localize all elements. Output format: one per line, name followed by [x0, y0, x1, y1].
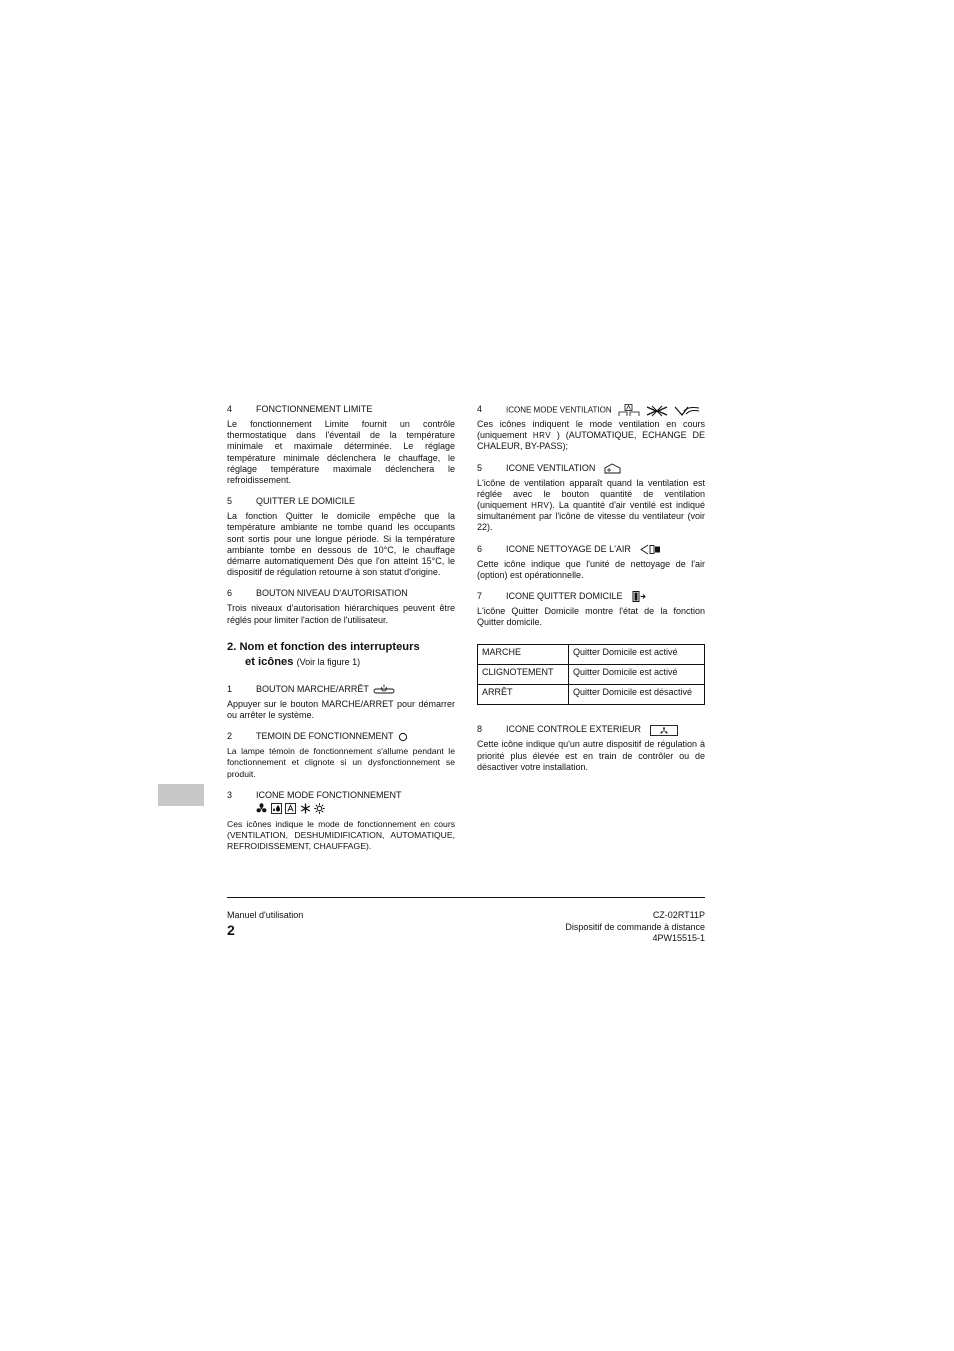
section-number: 2.	[227, 640, 237, 653]
leave-home-status-table	[477, 644, 705, 705]
heading-icone-nettoyage-air	[477, 544, 705, 556]
heading-bouton-marche-arret	[227, 684, 455, 696]
status-state-cell: ARRÊT	[478, 685, 569, 705]
operation-lamp-icon	[398, 732, 408, 742]
status-description-cell: Quitter Domicile est activé	[569, 665, 705, 685]
paragraph-icone-quitter-domicile: L'icône Quitter Domicile montre l'état de la fonction Quitter domicile.	[477, 606, 705, 628]
text-part: ) (AUTOMATIQUE, ECHANGE DE CHALEUR, BY-PASS);	[477, 430, 705, 452]
paragraph-icone-mode-fonctionnement: Ces icônes indique le mode de fonctionnement en cours (VENTILATION, DESHUMIDIFICATION, AUTOMATIQUE, REFROIDISSEMENT, CHAUFFAGE).	[227, 818, 455, 852]
page-number: 2	[227, 922, 235, 938]
table-row	[478, 665, 705, 685]
paragraph-icone-controle-exterieur: Cette icône indique qu'un autre dispositif de régulation à priorité plus élevée est en train de contrôler ou de désactiver votre installation.	[477, 739, 705, 772]
section-title-line2: et icônes	[245, 655, 294, 668]
cool-icon	[300, 803, 311, 814]
item-title-text: ICONE CONTROLE EXTERIEUR	[506, 724, 642, 735]
item-title	[256, 731, 408, 742]
leave-home-icon	[632, 591, 646, 602]
item-title-text: TEMOIN DE FONCTIONNEMENT	[256, 731, 394, 742]
footer-manual-label: Manuel d'utilisation	[227, 910, 304, 920]
dry-icon	[271, 803, 282, 814]
item-number: 5	[477, 462, 483, 473]
section-title	[227, 640, 455, 670]
item-title	[506, 724, 678, 735]
paragraph-niveau-autorisation: Trois niveaux d'autorisation hiérarchiques peuvent être réglés pour limiter l'action de l'utilisateur.	[227, 603, 455, 625]
item-title-text: ICONE MODE VENTILATION	[506, 405, 612, 415]
footer-left	[227, 910, 303, 938]
text-part: L'icône de ventilation apparaît quand la ventilation est réglée avec le bouton quantité de ventilation (uniquement	[477, 477, 705, 511]
item-title-text: ICONE QUITTER DOMICILE	[506, 591, 623, 602]
paragraph-icone-nettoyage-air: Cette icône indique que l'unité de nettoyage de l'air (option) est opérationnelle.	[477, 558, 705, 580]
heading-niveau-autorisation	[227, 588, 455, 600]
item-number: 1	[227, 683, 233, 694]
footer-rule	[227, 897, 705, 898]
footer-device: Dispositif de commande à distance	[565, 921, 705, 932]
status-description-cell: Quitter Domicile est activé	[569, 645, 705, 665]
paragraph-quitter-domicile: La fonction Quitter le domicile empêche que la température ambiante ne tombe quand les occupants sont sortis pour une longue période. Si la température ambiante tombe en dessous de 10°C, le chauffage démarre automatiquement Dès que l'on atteint 15°C, le dispositif de régulation retourne à son statut d'origine.	[227, 511, 455, 578]
ventilation-icon	[604, 463, 621, 474]
heading-icone-ventilation	[477, 463, 705, 475]
item-number: 8	[477, 724, 483, 735]
item-title	[506, 463, 621, 474]
power-button-icon	[373, 684, 395, 694]
status-state-cell: MARCHE	[478, 645, 569, 665]
item-title	[506, 544, 662, 555]
heading-icone-mode-ventilation	[477, 404, 705, 416]
item-title-text: BOUTON MARCHE/ARRÊT	[256, 683, 369, 694]
item-number: 7	[477, 591, 483, 602]
section-subtitle: (Voir la figure 1)	[296, 656, 361, 667]
status-state-cell: CLIGNOTEMENT	[478, 665, 569, 685]
item-title: FONCTIONNEMENT LIMITE	[256, 404, 373, 414]
heading-fonctionnement-limite	[227, 404, 455, 416]
status-description-cell: Quitter Domicile est désactivé	[569, 685, 705, 705]
section-title-line1: Nom et fonction des interrupteurs	[239, 640, 420, 653]
text-part: Ces icônes indiquent le mode ventilation en cours (uniquement	[477, 419, 705, 441]
heading-icone-controle-exterieur	[477, 724, 705, 736]
item-title: BOUTON NIVEAU D'AUTORISATION	[256, 588, 408, 599]
item-title-text: ICONE NETTOYAGE DE L'AIR	[506, 543, 631, 554]
footer-model: CZ-02RT11P	[652, 910, 705, 920]
heading-icone-mode-fonctionnement	[227, 790, 455, 802]
paragraph-icone-ventilation	[477, 478, 705, 534]
heading-quitter-domicile	[227, 496, 455, 508]
air-cleaning-icon	[640, 544, 662, 555]
auto-icon	[285, 803, 296, 814]
heading-icone-quitter-domicile	[477, 591, 705, 603]
item-number: 2	[227, 731, 233, 742]
item-title	[506, 591, 646, 602]
right-column	[477, 404, 705, 773]
paragraph-temoin-fonctionnement: La lampe témoin de fonctionnement s'allume pendant le fonctionnement et clignote si un dysfonctionnement se produit.	[227, 746, 455, 779]
footer-right	[565, 910, 705, 945]
item-title-text: ICONE VENTILATION	[506, 462, 596, 473]
hrv-label: HRV	[532, 431, 552, 441]
item-number: 4	[227, 404, 233, 414]
footer-code: 4PW15515-1	[652, 933, 705, 943]
paragraph-bouton-marche-arret: Appuyer sur le bouton MARCHE/ARRET pour démarrer ou arrêter le système.	[227, 698, 455, 721]
item-number: 3	[227, 789, 233, 800]
bypass-icon	[674, 405, 700, 417]
mode-icons-row	[227, 803, 455, 816]
external-control-icon	[650, 725, 678, 736]
table-row	[478, 685, 705, 705]
hrv-label: HRV	[531, 501, 550, 511]
item-title	[256, 684, 395, 695]
item-title: QUITTER LE DOMICILE	[256, 496, 356, 507]
text-part: ). La quantité d'air ventilé est indiqué simultanément par l'icône de vitesse du ventilateur (voir 22).	[477, 500, 705, 533]
item-number: 6	[227, 588, 233, 599]
item-number: 6	[477, 543, 483, 554]
heading-temoin-fonctionnement	[227, 731, 455, 743]
side-language-tab	[158, 784, 204, 806]
item-number: 5	[227, 496, 233, 507]
paragraph-fonctionnement-limite: Le fonctionnement Limite fournit un contrôle thermostatique dans l'éventail de la température minimale et maximale déterminée. Le réglage température minimale déclenchera le chauffage, le réglage température maximale déclenchera le refroidissement.	[227, 419, 455, 486]
item-title: ICONE MODE FONCTIONNEMENT	[256, 789, 402, 800]
vent-auto-icon	[618, 404, 640, 417]
item-number: 4	[477, 404, 483, 414]
paragraph-icone-mode-ventilation	[477, 419, 705, 453]
heat-icon	[314, 803, 325, 814]
item-title	[506, 404, 700, 417]
heat-exchange-icon	[646, 405, 668, 417]
table-row	[478, 645, 705, 665]
left-column	[227, 404, 455, 852]
fan-icon	[256, 803, 267, 814]
